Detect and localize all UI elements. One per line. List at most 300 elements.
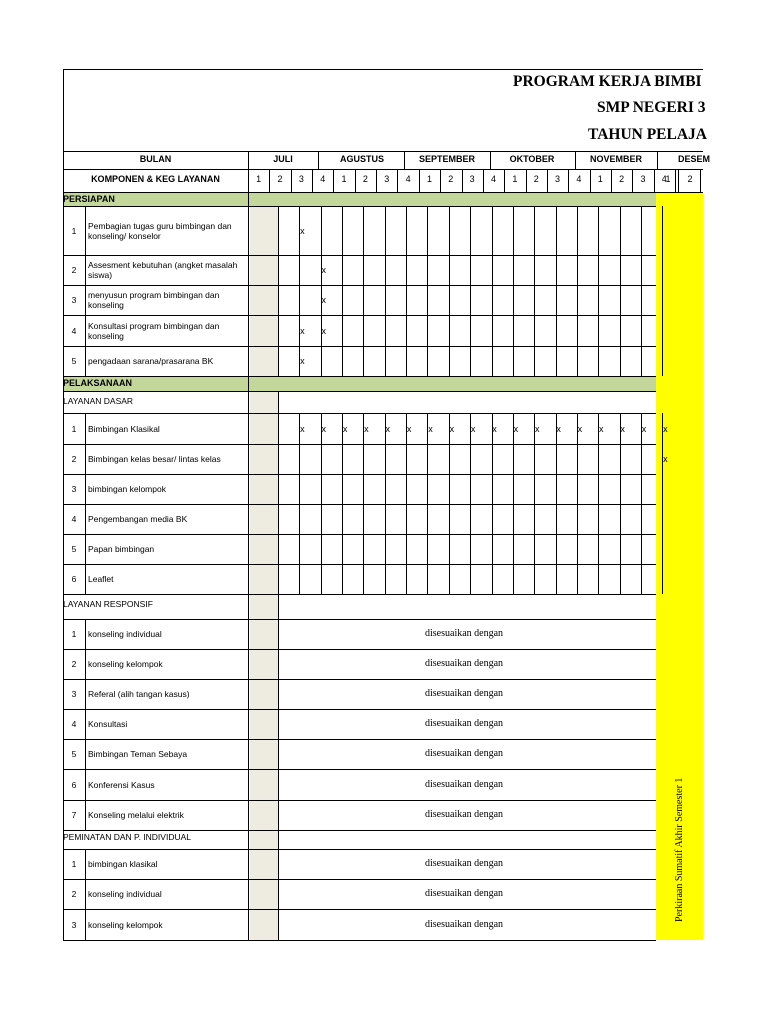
row-number: 2 bbox=[71, 889, 77, 899]
activity-label: Leaflet bbox=[88, 574, 114, 584]
grid-line bbox=[470, 534, 471, 564]
grid-line bbox=[492, 346, 493, 376]
row-number: 2 bbox=[71, 659, 77, 669]
grid-line bbox=[269, 169, 270, 192]
grid-line bbox=[577, 564, 578, 594]
grid-line bbox=[598, 206, 599, 255]
grid-line bbox=[85, 619, 86, 649]
grid-line bbox=[427, 346, 428, 376]
grid-line bbox=[598, 315, 599, 346]
title-line1: PROGRAM KERJA BIMBI bbox=[513, 73, 702, 90]
x-mark: x bbox=[620, 423, 625, 434]
x-mark: x bbox=[342, 423, 348, 434]
grid-line bbox=[513, 315, 514, 346]
month-header: JULI bbox=[273, 154, 293, 164]
activity-label: Konseling melalui elektrik bbox=[88, 810, 184, 820]
grid-line bbox=[449, 255, 450, 285]
grid-line bbox=[321, 444, 322, 474]
grid-line bbox=[598, 444, 599, 474]
grid-line bbox=[513, 255, 514, 285]
grid-line bbox=[85, 206, 86, 255]
grid-line bbox=[470, 206, 471, 255]
x-mark: x bbox=[300, 356, 305, 366]
grid-line bbox=[63, 413, 656, 414]
grid-line bbox=[556, 564, 557, 594]
grid-line bbox=[63, 444, 656, 445]
activity-label: Bimbingan Klasikal bbox=[88, 423, 160, 434]
grid-line bbox=[321, 206, 322, 255]
grid-line bbox=[278, 255, 279, 285]
grid-line bbox=[406, 255, 407, 285]
grid-line bbox=[85, 679, 86, 709]
grid-line bbox=[342, 564, 343, 594]
grid-line bbox=[556, 346, 557, 376]
grid-line bbox=[63, 255, 656, 256]
grid-line bbox=[470, 285, 471, 315]
grid-line bbox=[662, 534, 663, 564]
grid-line bbox=[278, 649, 279, 679]
grid-line bbox=[577, 285, 578, 315]
grid-line bbox=[534, 206, 535, 255]
grid-line bbox=[556, 315, 557, 346]
grid-line bbox=[278, 474, 279, 504]
grid-line bbox=[385, 564, 386, 594]
grid-line bbox=[342, 444, 343, 474]
section-layanan-responsif: LAYANAN RESPONSIF bbox=[63, 599, 153, 609]
schedule-note: disesuaikan dengan bbox=[425, 888, 504, 899]
week-number: 3 bbox=[555, 174, 561, 184]
grid-line bbox=[278, 534, 279, 564]
row-number: 4 bbox=[71, 719, 77, 729]
grid-line bbox=[385, 255, 386, 285]
grid-line bbox=[504, 169, 505, 192]
grid-line bbox=[534, 444, 535, 474]
grid-line bbox=[513, 346, 514, 376]
grid-line bbox=[406, 534, 407, 564]
grid-line bbox=[598, 346, 599, 376]
grid-line bbox=[577, 444, 578, 474]
grid-line bbox=[385, 346, 386, 376]
grid-line bbox=[312, 169, 313, 192]
grid-line bbox=[63, 534, 656, 535]
grid-line bbox=[321, 346, 322, 376]
grid-line bbox=[278, 594, 279, 619]
grid-line bbox=[299, 285, 300, 315]
grid-line bbox=[662, 255, 663, 285]
grid-line bbox=[470, 315, 471, 346]
grid-line bbox=[492, 315, 493, 346]
grid-line bbox=[534, 474, 535, 504]
grid-line bbox=[598, 534, 599, 564]
activity-label: konseling individual bbox=[88, 889, 162, 899]
grid-line bbox=[278, 346, 279, 376]
grid-line bbox=[299, 534, 300, 564]
x-mark: x bbox=[641, 423, 647, 434]
grid-line bbox=[598, 504, 599, 534]
grid-line bbox=[632, 169, 633, 192]
grid-line bbox=[598, 285, 599, 315]
grid-line bbox=[63, 376, 656, 377]
week-number: 1 bbox=[426, 174, 432, 184]
row-number: 6 bbox=[71, 779, 77, 790]
grid-line bbox=[406, 285, 407, 315]
row-number: 5 bbox=[71, 749, 77, 759]
x-mark: x bbox=[321, 325, 326, 336]
grid-line bbox=[278, 879, 279, 909]
grid-line bbox=[641, 315, 642, 346]
grid-line bbox=[534, 285, 535, 315]
schedule-note: disesuaikan dengan bbox=[425, 718, 504, 729]
section-peminatan: PEMINATAN DAN P. INDIVIDUAL bbox=[63, 832, 191, 842]
grid-line bbox=[419, 169, 420, 192]
month-header: DESEM bbox=[678, 154, 711, 164]
grid-line bbox=[427, 474, 428, 504]
week-number: 2 bbox=[277, 174, 283, 184]
week-number: 4 bbox=[491, 174, 497, 184]
grid-line bbox=[85, 474, 86, 504]
grid-line bbox=[385, 474, 386, 504]
grid-line bbox=[363, 564, 364, 594]
x-mark: x bbox=[321, 295, 326, 305]
x-mark: x bbox=[300, 325, 305, 336]
grid-line bbox=[470, 504, 471, 534]
grid-line bbox=[278, 444, 279, 474]
grid-line bbox=[427, 315, 428, 346]
grid-line bbox=[85, 909, 86, 940]
grid-line bbox=[662, 285, 663, 315]
grid-line bbox=[278, 315, 279, 346]
grid-line bbox=[363, 474, 364, 504]
grid-line bbox=[662, 474, 663, 504]
grid-line bbox=[620, 285, 621, 315]
activity-label: Konsultasi program bimbingan dan konseling bbox=[88, 320, 220, 341]
grid-line bbox=[342, 255, 343, 285]
grid-line bbox=[620, 564, 621, 594]
grid-line bbox=[449, 504, 450, 534]
grid-line bbox=[641, 504, 642, 534]
grid-line bbox=[342, 346, 343, 376]
grid-line bbox=[63, 679, 656, 680]
grid-line bbox=[427, 255, 428, 285]
grid-line bbox=[641, 474, 642, 504]
x-mark: x bbox=[599, 423, 604, 434]
x-mark: x bbox=[300, 225, 305, 236]
grid-line bbox=[598, 255, 599, 285]
row-number: 3 bbox=[71, 689, 77, 699]
grid-line bbox=[63, 800, 656, 801]
grid-line bbox=[63, 151, 703, 152]
grid-line bbox=[85, 444, 86, 474]
grid-line bbox=[641, 564, 642, 594]
grid-line bbox=[700, 169, 701, 192]
activity-label: bimbingan klasikal bbox=[88, 859, 158, 869]
activity-label: Konsultasi bbox=[88, 719, 128, 729]
week-number: 2 bbox=[448, 174, 454, 184]
activity-label: Pengembangan media BK bbox=[88, 514, 188, 524]
grid-line bbox=[449, 534, 450, 564]
grid-line bbox=[577, 474, 578, 504]
grid-line bbox=[63, 504, 656, 505]
grid-line bbox=[470, 255, 471, 285]
grid-line bbox=[641, 206, 642, 255]
grid-line bbox=[278, 206, 279, 255]
grid-line bbox=[363, 255, 364, 285]
grid-line bbox=[63, 192, 703, 193]
grid-line bbox=[321, 564, 322, 594]
activity-label: Konferensi Kasus bbox=[88, 779, 155, 790]
grid-line bbox=[278, 739, 279, 769]
week-number: 3 bbox=[469, 174, 475, 184]
grid-line bbox=[63, 709, 656, 710]
x-mark: x bbox=[556, 423, 561, 434]
grid-line bbox=[278, 769, 279, 800]
grid-line bbox=[556, 255, 557, 285]
grid-line bbox=[556, 504, 557, 534]
grid-line bbox=[342, 534, 343, 564]
grid-line bbox=[492, 504, 493, 534]
schedule-note: disesuaikan dengan bbox=[425, 688, 504, 699]
week-number: 4 bbox=[405, 174, 411, 184]
grid-line bbox=[513, 504, 514, 534]
grid-line bbox=[63, 940, 656, 941]
grid-line bbox=[278, 413, 279, 444]
grid-line bbox=[248, 151, 249, 940]
x-mark: x bbox=[663, 454, 668, 464]
grid-line bbox=[385, 285, 386, 315]
grid-line bbox=[299, 504, 300, 534]
grid-line bbox=[363, 504, 364, 534]
row-number: 3 bbox=[71, 919, 77, 930]
grid-line bbox=[556, 285, 557, 315]
week-number: 2 bbox=[362, 174, 368, 184]
title-line2: SMP NEGERI 3 bbox=[597, 99, 706, 116]
grid-line bbox=[449, 474, 450, 504]
grid-line bbox=[427, 564, 428, 594]
grid-line bbox=[449, 564, 450, 594]
grid-line bbox=[547, 169, 548, 192]
x-mark: x bbox=[406, 423, 412, 434]
grid-line bbox=[449, 444, 450, 474]
activity-label: Bimbingan Teman Sebaya bbox=[88, 749, 188, 759]
grid-line bbox=[568, 169, 569, 192]
grid-line bbox=[355, 169, 356, 192]
row-number: 5 bbox=[71, 544, 77, 554]
month-header: NOVEMBER bbox=[589, 154, 642, 164]
grid-line bbox=[321, 504, 322, 534]
grid-line bbox=[662, 346, 663, 376]
grid-line bbox=[598, 564, 599, 594]
grid-line bbox=[662, 206, 663, 255]
schedule-note: disesuaikan dengan bbox=[425, 778, 504, 790]
grid-line bbox=[85, 534, 86, 564]
x-mark: x bbox=[577, 423, 583, 434]
grid-line bbox=[427, 206, 428, 255]
grid-line bbox=[321, 534, 322, 564]
grid-line bbox=[577, 206, 578, 255]
grid-line bbox=[526, 169, 527, 192]
grid-line bbox=[342, 285, 343, 315]
grid-line bbox=[675, 169, 676, 192]
row-number: 5 bbox=[71, 356, 77, 366]
grid-line bbox=[406, 504, 407, 534]
grid-line bbox=[63, 879, 656, 880]
header-komponen: KOMPONEN & KEG LAYANAN bbox=[91, 174, 220, 184]
grid-line bbox=[406, 346, 407, 376]
week-number: 2 bbox=[533, 174, 539, 184]
grid-line bbox=[63, 849, 656, 850]
grid-line bbox=[278, 709, 279, 739]
grid-line bbox=[513, 564, 514, 594]
grid-line bbox=[492, 534, 493, 564]
activity-label: Papan bimbingan bbox=[88, 544, 155, 554]
grid-line bbox=[513, 444, 514, 474]
grid-line bbox=[385, 504, 386, 534]
grid-line bbox=[492, 285, 493, 315]
grid-line bbox=[513, 285, 514, 315]
activity-label: konseling individual bbox=[88, 629, 162, 639]
grid-line bbox=[449, 206, 450, 255]
week-number: 2 bbox=[619, 174, 625, 184]
title-line3: TAHUN PELAJA bbox=[588, 126, 707, 143]
row-number: 6 bbox=[71, 574, 77, 584]
schedule-note: disesuaikan dengan bbox=[425, 658, 504, 669]
grid-line bbox=[556, 474, 557, 504]
grid-line bbox=[299, 444, 300, 474]
grid-line bbox=[85, 739, 86, 769]
row-number: 7 bbox=[71, 810, 77, 820]
grid-line bbox=[577, 255, 578, 285]
grid-line bbox=[620, 534, 621, 564]
grid-line bbox=[641, 285, 642, 315]
grid-line bbox=[534, 255, 535, 285]
grid-line bbox=[376, 169, 377, 192]
grid-line bbox=[363, 315, 364, 346]
grid-line bbox=[575, 151, 576, 169]
grid-line bbox=[278, 619, 279, 649]
grid-line bbox=[85, 649, 86, 679]
grid-line bbox=[397, 169, 398, 192]
grid-line bbox=[577, 315, 578, 346]
week-number: 4 bbox=[576, 174, 582, 184]
week-number: 3 bbox=[298, 174, 304, 184]
activity-label: konseling kelompok bbox=[88, 919, 163, 930]
grid-line bbox=[427, 504, 428, 534]
grid-line bbox=[363, 346, 364, 376]
grid-line bbox=[534, 534, 535, 564]
grid-line bbox=[63, 830, 656, 831]
week-number: 2 bbox=[687, 174, 693, 184]
grid-line bbox=[492, 255, 493, 285]
grid-line bbox=[278, 391, 279, 413]
grid-line bbox=[534, 315, 535, 346]
week-number: 4 bbox=[661, 174, 667, 184]
grid-line bbox=[598, 474, 599, 504]
week-number: 1 bbox=[512, 174, 518, 184]
activity-label: bimbingan kelompok bbox=[88, 484, 166, 494]
month-header: OKTOBER bbox=[509, 154, 555, 164]
grid-line bbox=[513, 474, 514, 504]
grid-line bbox=[406, 444, 407, 474]
grid-line bbox=[342, 504, 343, 534]
x-mark: x bbox=[321, 265, 326, 275]
grid-line bbox=[299, 564, 300, 594]
grid-line bbox=[299, 255, 300, 285]
row-number: 1 bbox=[71, 225, 77, 236]
grid-line bbox=[85, 769, 86, 800]
x-mark: x bbox=[534, 423, 540, 434]
activity-label: menyusun program bimbingan dan konseling bbox=[88, 290, 220, 310]
grid-line bbox=[620, 346, 621, 376]
grid-line bbox=[85, 255, 86, 285]
x-mark: x bbox=[428, 423, 433, 434]
grid-line bbox=[404, 151, 405, 169]
grid-line bbox=[85, 285, 86, 315]
grid-line bbox=[278, 564, 279, 594]
grid-line bbox=[63, 285, 656, 286]
grid-line bbox=[85, 879, 86, 909]
row-number: 1 bbox=[71, 423, 77, 434]
grid-line bbox=[662, 315, 663, 346]
row-number: 2 bbox=[71, 265, 77, 275]
grid-line bbox=[620, 504, 621, 534]
grid-line bbox=[462, 169, 463, 192]
grid-line bbox=[85, 504, 86, 534]
schedule-note: disesuaikan dengan bbox=[425, 748, 504, 759]
month-header: AGUSTUS bbox=[339, 154, 384, 164]
grid-line bbox=[654, 169, 655, 192]
schedule-note: disesuaikan dengan bbox=[425, 628, 504, 639]
grid-line bbox=[556, 206, 557, 255]
grid-line bbox=[278, 909, 279, 940]
x-mark: x bbox=[470, 423, 476, 434]
grid-line bbox=[385, 534, 386, 564]
grid-line bbox=[342, 206, 343, 255]
grid-line bbox=[248, 169, 249, 192]
grid-line bbox=[490, 151, 491, 169]
grid-line bbox=[577, 346, 578, 376]
grid-line bbox=[534, 504, 535, 534]
activity-label: konseling kelompok bbox=[88, 659, 163, 669]
grid-line bbox=[662, 504, 663, 534]
row-number: 3 bbox=[71, 484, 77, 494]
grid-line bbox=[385, 206, 386, 255]
grid-line bbox=[641, 444, 642, 474]
beige-under-persiapan bbox=[250, 192, 278, 206]
grid-line bbox=[641, 346, 642, 376]
x-mark: x bbox=[321, 423, 326, 434]
row-number: 1 bbox=[71, 859, 77, 869]
schedule-note: disesuaikan dengan bbox=[425, 858, 504, 869]
grid-line bbox=[63, 391, 656, 392]
x-mark: x bbox=[300, 423, 305, 434]
activity-label: Pembagian tugas guru bimbingan dan konseling/ konselor bbox=[88, 220, 232, 241]
grid-line bbox=[492, 206, 493, 255]
grid-line bbox=[278, 830, 279, 849]
grid-line bbox=[406, 564, 407, 594]
grid-line bbox=[483, 169, 484, 192]
grid-line bbox=[641, 534, 642, 564]
month-header: SEPTEMBER bbox=[418, 154, 475, 164]
x-mark: x bbox=[449, 423, 455, 434]
grid-line bbox=[492, 564, 493, 594]
grid-line bbox=[657, 151, 658, 169]
grid-line bbox=[534, 346, 535, 376]
x-mark: x bbox=[663, 423, 668, 434]
activity-label: Referal (alih tangan kasus) bbox=[88, 689, 190, 699]
grid-line bbox=[63, 315, 656, 316]
row-number: 3 bbox=[71, 295, 77, 305]
week-number: 1 bbox=[256, 174, 262, 184]
